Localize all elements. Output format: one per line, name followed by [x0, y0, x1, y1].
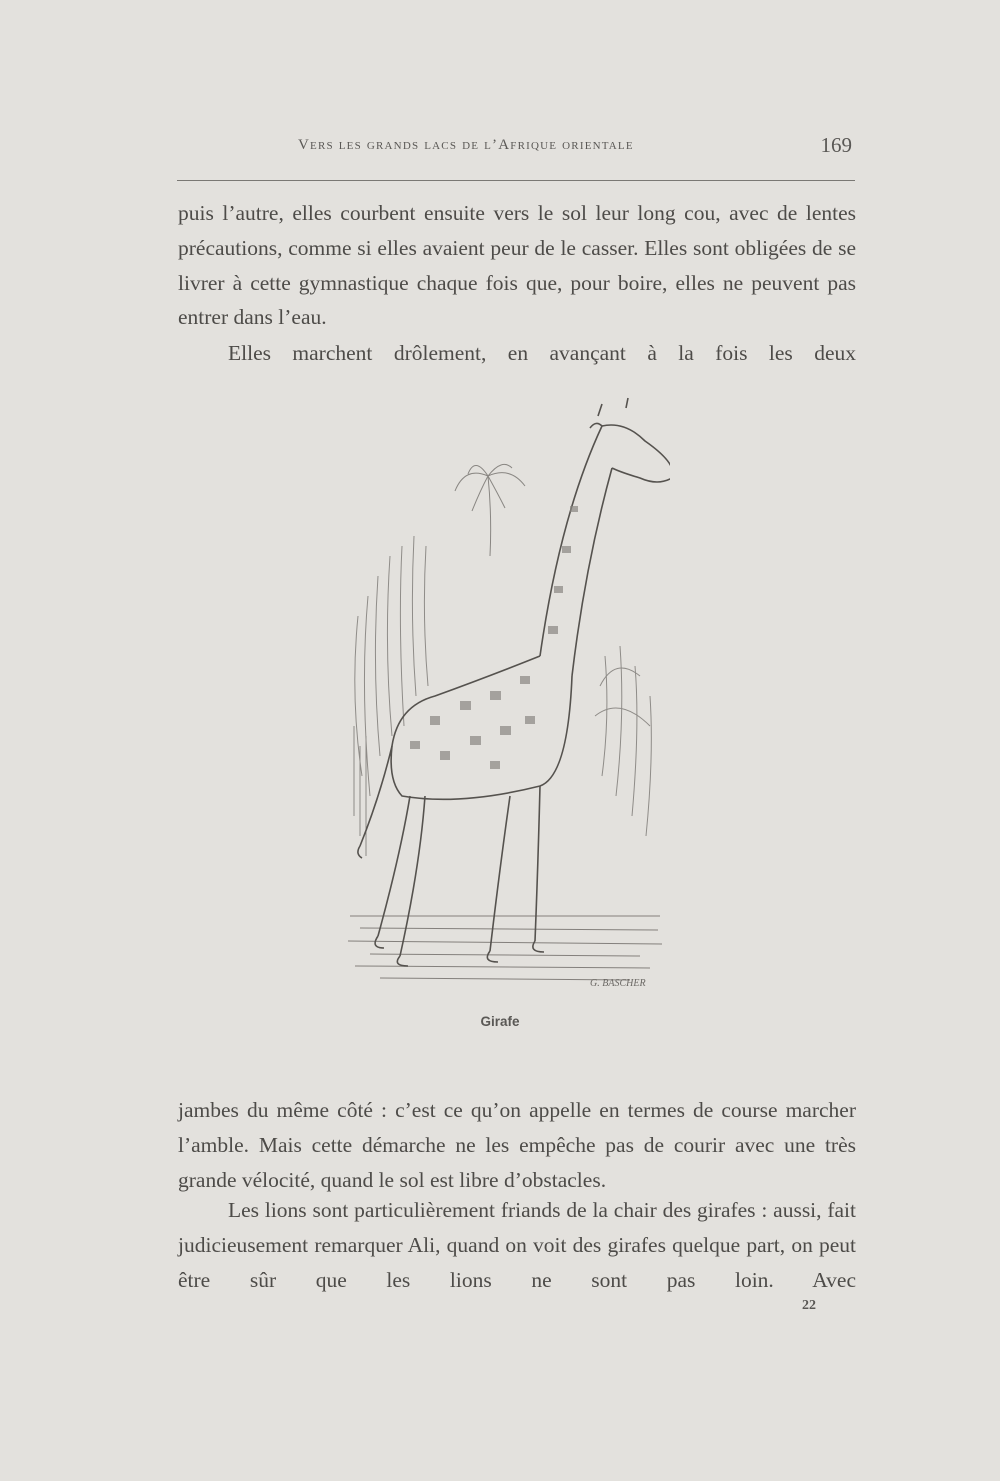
- giraffe-engraving: [340, 396, 670, 996]
- paragraph-3: jambes du même côté : c’est ce qu’on appelle en termes de course marcher l’amble. Mais cette démarche ne les empêche pas de courir avec une très grande vélocité, quand le sol est libre d’obstacles.: [178, 1098, 856, 1192]
- paragraph-4: Les lions sont particulièrement friands de la chair des girafes : aussi, fait judicieusement remarquer Ali, quand on voit des girafes quelque part, on peut être sûr que les lions ne sont pas loin. Avec: [178, 1198, 856, 1292]
- giraffe-spots: [410, 506, 578, 769]
- paragraph-2: Elles marchent drôlement, en avançant à la fois les deux: [228, 341, 856, 365]
- paragraph-1: puis l’autre, elles courbent ensuite vers le sol leur long cou, avec de lentes précautions, comme si elles avaient peur de le casser. Elles sont obligées de se livrer à cette gymnastique chaque fois que, pour boire, elles ne peuvent pas entrer dans l’eau.: [178, 201, 856, 330]
- engraver-signature: G. BASCHER: [590, 978, 646, 989]
- header-rule: [177, 180, 855, 181]
- ground: [348, 916, 662, 980]
- giraffe: [358, 398, 670, 966]
- running-head: [178, 133, 858, 159]
- palm-tree: [455, 464, 525, 556]
- page-number: 169: [820, 133, 852, 157]
- foliage-right: [595, 646, 651, 836]
- foliage-left: [354, 536, 428, 856]
- figure-caption: Girafe: [480, 1014, 520, 1029]
- running-title: Vers les grands lacs de l’Afrique orientale: [298, 137, 634, 153]
- giraffe-illustration: [340, 396, 670, 996]
- signature-mark: 22: [802, 1298, 816, 1313]
